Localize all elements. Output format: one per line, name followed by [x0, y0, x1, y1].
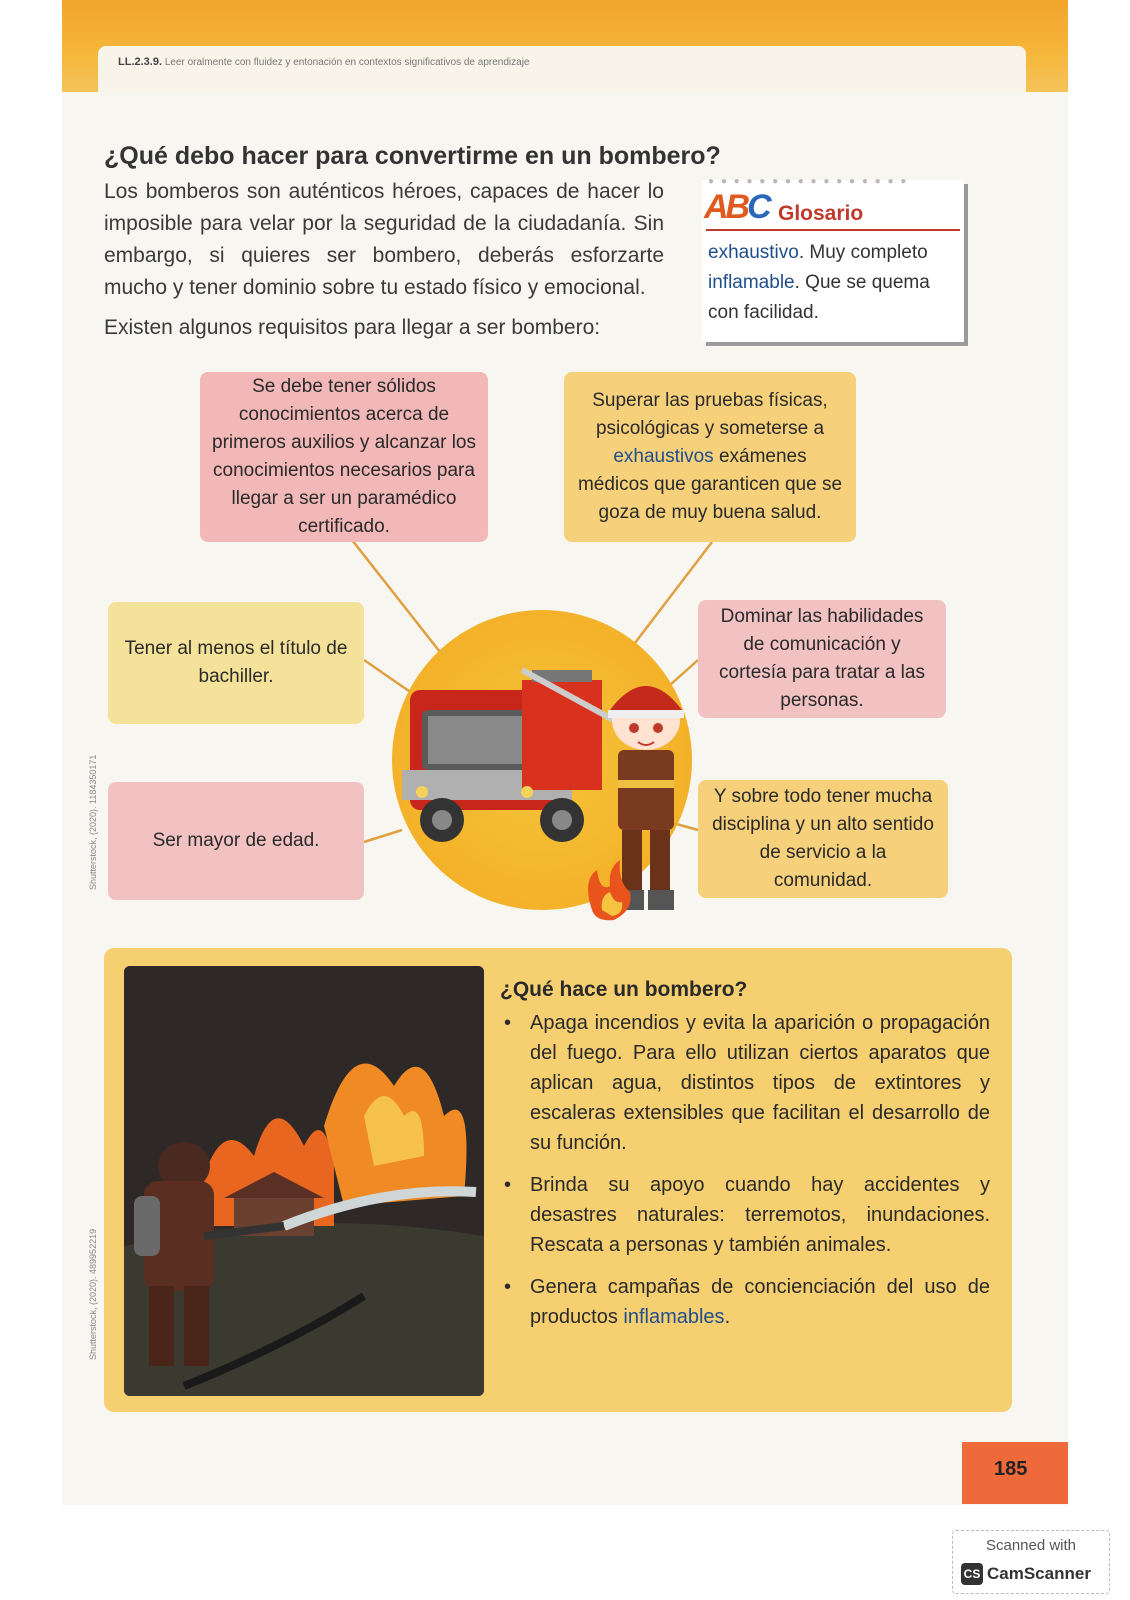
- watermark-caption: Scanned with: [985, 1537, 1077, 1554]
- glossary-entry: [708, 268, 958, 328]
- requirement-text: Tener al menos el título de bachiller.: [124, 638, 348, 687]
- page-number-tab: [962, 1442, 1068, 1504]
- glossary-term: exhaustivo: [708, 242, 799, 263]
- skill-description: Leer oralmente con fluidez y entonación en contextos significativos de aprendizaje: [164, 57, 530, 68]
- requirements-diagram: [62, 360, 1068, 960]
- requirement-adult: [108, 782, 364, 900]
- requirement-diploma: [108, 602, 364, 724]
- requirement-text-part: exámenes médicos que garanticen que se goza de muy buena salud.: [577, 446, 843, 523]
- intro-paragraph: Los bomberos son auténticos héroes, capaces de hacer lo imposible para velar por la seguridad de la ciudadanía. Sin embargo, si quieres ser bombero, deberás esforzarte mucho y tener dominio sobre tu estado físico y emocional.: [104, 180, 664, 299]
- requirement-text-part: Superar las pruebas físicas, psicológicas y someterse a: [592, 390, 828, 439]
- requirement-text: Y sobre todo tener mucha disciplina y un alto sentido de servicio a la comunidad.: [712, 786, 934, 891]
- list-item-text: Genera campañas de concienciación del uso de productos: [530, 1276, 990, 1328]
- requirement-text: Se debe tener sólidos conocimientos acerca de primeros auxilios y alcanzar los conocimientos necesarios para llegar a ser un paramédico certificado.: [212, 376, 476, 537]
- camscanner-watermark: [952, 1530, 1110, 1594]
- image-credit-bottom: Shutterstock, (2020). 489952219: [88, 1228, 98, 1360]
- skill-bar: [98, 46, 1026, 92]
- list-item: • Brinda su apoyo cuando hay accidentes y desastres naturales: terremotos, inundaciones. Rescata a personas y también animales.: [500, 1170, 990, 1260]
- glossary-title: Glosario: [778, 202, 864, 225]
- requirement-communication: [698, 600, 946, 718]
- firetruck-firefighter-illustration: [382, 610, 712, 940]
- glossary-term-link: inflamables: [623, 1306, 725, 1328]
- list-item-text: .: [724, 1306, 731, 1328]
- page-number: 185: [994, 1458, 1028, 1480]
- list-item: [500, 1272, 990, 1332]
- section-title: ¿Qué hace un bombero?: [500, 978, 748, 1001]
- image-credit-top: Shutterstock, (2020). 1184350171: [88, 754, 98, 890]
- header-band: [62, 0, 1068, 92]
- firefighter-photo: [124, 966, 484, 1396]
- requirement-physical-tests: [564, 372, 856, 542]
- glossary-definition: . Que se quema con facilidad.: [708, 272, 930, 323]
- firefighter-hose-illustration: [124, 966, 484, 1396]
- textbook-page: [62, 0, 1068, 1505]
- requirement-discipline: [698, 780, 948, 898]
- skill-text: [118, 56, 529, 68]
- what-firefighter-does-panel: [104, 948, 1012, 1412]
- glossary-term: inflamable: [708, 272, 795, 293]
- glossary-definition: . Muy completo: [798, 242, 928, 263]
- requirement-text: [576, 387, 844, 527]
- page-title: ¿Qué debo hacer para convertirme en un bombero?: [104, 142, 721, 170]
- duties-list: [500, 1008, 990, 1344]
- requirement-first-aid: [200, 372, 488, 542]
- firetruck-icon: [402, 670, 632, 842]
- requirements-intro: Existen algunos requisitos para llegar a ser bombero:: [104, 316, 601, 339]
- glossary-body: [708, 238, 958, 328]
- requirement-text: Dominar las habilidades de comunicación y cortesía para tratar a las personas.: [719, 606, 925, 711]
- camscanner-logo-icon: CS: [961, 1563, 983, 1585]
- glossary-term-link: exhaustivos: [613, 446, 714, 467]
- glossary-entry: [708, 238, 958, 268]
- glossary-card: [702, 176, 964, 342]
- skill-code: LL.2.3.9.: [118, 56, 163, 68]
- glossary-divider: [706, 229, 960, 231]
- watermark-brand: CamScanner: [987, 1564, 1091, 1583]
- requirement-text: Ser mayor de edad.: [152, 830, 320, 851]
- spiral-binding: ● ● ● ● ● ● ● ● ● ● ● ● ● ● ● ●: [708, 176, 909, 187]
- list-item: • Apaga incendios y evita la aparición o propagación del fuego. Para ello utilizan ciertos aparatos que aplican agua, distintos tipos de extintores y escaleras extensibles que facilitan el desarrollo de su función.: [500, 1008, 990, 1158]
- abc-icon: ABC: [704, 188, 769, 226]
